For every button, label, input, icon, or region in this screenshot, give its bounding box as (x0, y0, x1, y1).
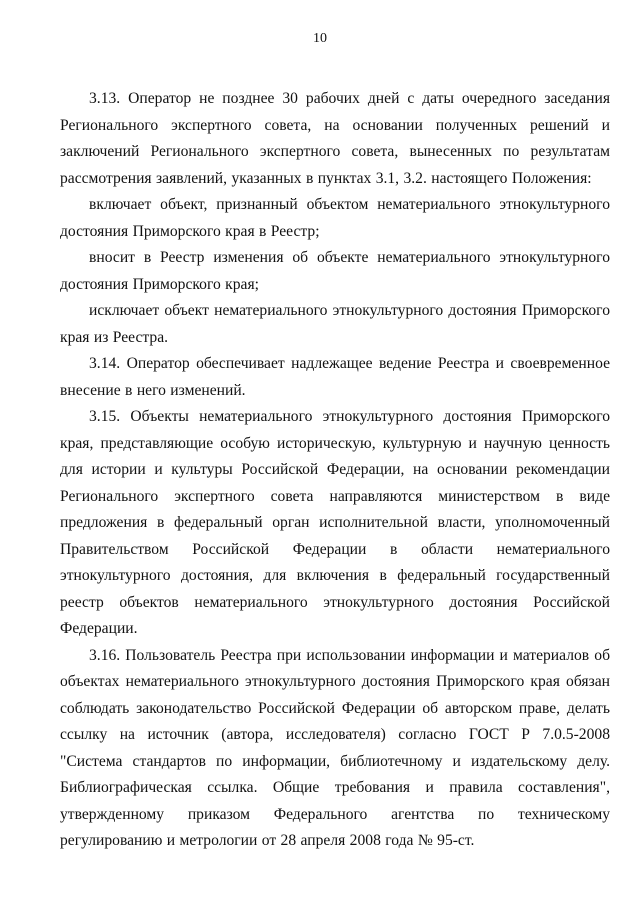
paragraph-3-14: 3.14. Оператор обеспечивает надлежащее ведение Реестра и своевременное внесение в него изменений. (60, 355, 610, 399)
page-number: 10 (313, 31, 327, 46)
paragraph-excludes-object: исключает объект нематериального этнокультурного достояния Приморского края из Реестра. (60, 302, 610, 346)
paragraph-amends-object: вносит в Реестр изменения об объекте нематериального этнокультурного достояния Приморского края; (60, 249, 610, 293)
paragraph-includes-object: включает объект, признанный объектом нематериального этнокультурного достояния Приморского края в Реестр; (60, 196, 610, 240)
document-body (60, 86, 610, 855)
paragraph-3-15: 3.15. Объекты нематериального этнокультурного достояния Приморского края, представляющие особую историческую, культурную и научную ценность для истории и культуры Российской Федерации, на основании рекомендации Регионального экспертного совета направляются министерством в виде предложения в федеральный орган исполнительной власти, уполномоченный Правительством Российской Федерации в области нематериального этнокультурного достояния, для включения в федеральный государственный реестр объектов нематериального этнокультурного достояния Российской Федерации. (60, 408, 610, 637)
paragraph-3-13: 3.13. Оператор не позднее 30 рабочих дней с даты очередного заседания Регионального экспертного совета, на основании полученных решений и заключений Регионального экспертного совета, вынесенных по результатам рассмотрения заявлений, указанных в пунктах 3.1, 3.2. настоящего Положения: (60, 90, 610, 187)
paragraph-3-16: 3.16. Пользователь Реестра при использовании информации и материалов об объектах нематериального этнокультурного достояния Приморского края обязан соблюдать законодательство Российской Федерации об авторском праве, делать ссылку на источник (автора, исследователя) согласно ГОСТ Р 7.0.5-2008 "Система стандартов по информации, библиотечному и издательскому делу. Библиографическая ссылка. Общие требования и правила составления", утвержденному приказом Федерального агентства по техническому регулированию и метрологии от 28 апреля 2008 года № 95-ст. (60, 646, 610, 849)
